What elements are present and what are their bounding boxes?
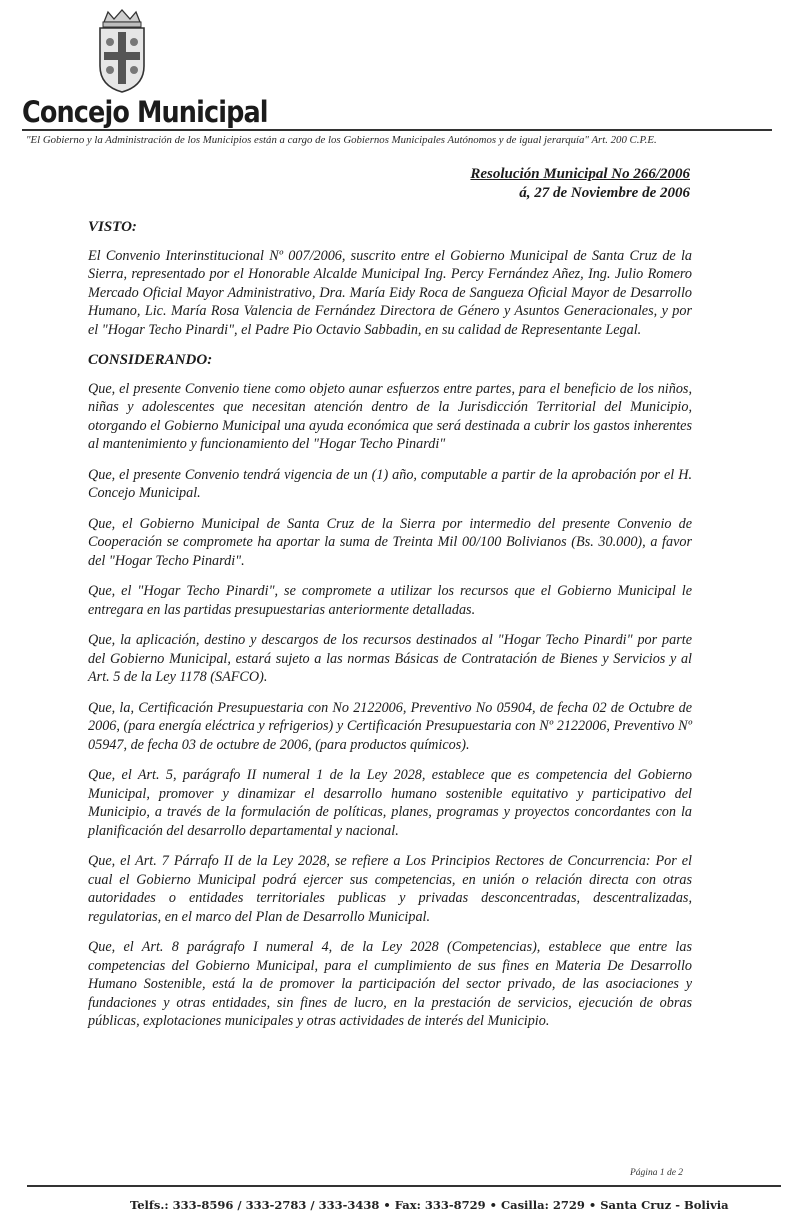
considerando-paragraph: Que, la aplicación, destino y descargos de los recursos destinados al "Hogar Techo Pinardi" por parte del Gobierno Municipal, estará sujeto a las normas Básicas de Contratación de Bienes y Servicios y al Art. 5 de la Ley 1178 (SAFCO). xyxy=(88,632,692,685)
considerando-paragraph: Que, el "Hogar Techo Pinardi", se compromete a utilizar los recursos que el Gobierno Municipal le entregara en las partidas presupuestarias anteriormente detalladas. xyxy=(88,583,692,618)
considerando-heading: CONSIDERANDO: xyxy=(88,352,213,368)
considerando-paragraph: Que, la, Certificación Presupuestaria con No 2122006, Preventivo No 05904, de fecha 02 de Octubre de 2006, (para energía eléctrica y refrigerios) y Certificación Presupuestaria con Nº 2122006, Preventivo Nº 05947, de fecha 03 de octubre de 2006, (para productos químicos). xyxy=(88,699,692,753)
coat-of-arms-icon xyxy=(90,8,154,94)
considerando-paragraph: Que, el Art. 5, parágrafo II numeral 1 de la Ley 2028, establece que es competencia del Gobierno Municipal, promover y dinamizar el desarrollo humano sostenible equitativo y participativo del Municipio, a través de la formulación de políticas, planes, programas y proyectos concordantes con la planificación del desarrollo departamental y nacional. xyxy=(88,767,692,839)
visto-paragraph: El Convenio Interinstitucional Nº 007/2006, suscrito entre el Gobierno Municipal de Santa Cruz de la Sierra, representado por el Honorable Alcalde Municipal Ing. Percy Fernández Añez, Ing. Julio Romero Mercado Oficial Mayor Administrativo, Dra. María Eidy Roca de Sangueza Oficial Mayor de Desarrollo Humano, Lic. María Rosa Valencia de Fernández Directora de Género y Asuntos Generacionales, y por el "Hogar Techo Pinardi", el Padre Pio Octavio Sabbadin, en su calidad de Representante Legal. xyxy=(88,247,692,338)
resolution-date: á, 27 de Noviembre de 2006 xyxy=(519,185,690,201)
considerando-paragraph: Que, el Art. 7 Párrafo II de la Ley 2028, se refiere a Los Principios Rectores de Concurrencia: Por el cual el Gobierno Municipal podrá ejercer sus competencias, en unión o relación directa con otras autoridades o entidades territoriales publicas y privadas desconcentradas, descentralizadas, regulatorias, en el marco del Plan de Desarrollo Municipal. xyxy=(88,853,692,925)
considerando-paragraph: Que, el presente Convenio tendrá vigencia de un (1) año, computable a partir de la aprobación por el H. Concejo Municipal. xyxy=(88,466,692,501)
header-divider xyxy=(22,129,772,131)
visto-heading: VISTO: xyxy=(88,219,137,235)
footer-divider xyxy=(27,1185,781,1187)
considerando-paragraph: Que, el presente Convenio tiene como objeto aunar esfuerzos entre partes, para el beneficio de los niños, niñas y adolescentes que necesitan atención dentro de la Jurisdicción Territorial del Municipio, otorgando el Gobierno Municipal una ayuda económica que será destinada a cubrir los gastos inherentes al mantenimiento y funcionamiento del "Hogar Techo Pinardi" xyxy=(88,380,692,452)
considerando-paragraph: Que, el Art. 8 parágrafo I numeral 4, de la Ley 2028 (Competencias), establece que entre las competencias del Gobierno Municipal, para el cumplimiento de sus fines en Materia De Desarrollo Humano Sostenible, está la de promover la participación del sector privado, de las asociaciones y fundaciones y otras entidades, sin fines de lucro, en la prestación de servicios, ejecución de obras públicas, explotaciones municipales y otras actividades de interés del Municipio. xyxy=(88,939,692,1029)
page-number: Página 1 de 2 xyxy=(630,1168,684,1178)
footer-contact-info: Telfs.: 333-8596 / 333-2783 / 333-3438 • Fax: 333-8729 • Casilla: 2729 • Santa Cruz - Bolivia xyxy=(130,1198,729,1212)
resolution-title: Resolución Municipal No 266/2006 xyxy=(470,166,690,182)
considerando-paragraph: Que, el Gobierno Municipal de Santa Cruz de la Sierra por intermedio del presente Convenio de Cooperación se compromete ha aportar la suma de Treinta Mil 00/100 Bolivianos (Bs. 30.000), a favor del "Hogar Techo Pinardi". xyxy=(88,515,692,569)
resolution-body xyxy=(88,218,692,1043)
org-name: Concejo Municipal xyxy=(22,95,268,129)
constitutional-motto: "El Gobierno y la Administración de los Municipios están a cargo de los Gobiernos Municipales Autónomos y de igual jerarquía" Art. 200 C.P.E. xyxy=(26,134,657,146)
